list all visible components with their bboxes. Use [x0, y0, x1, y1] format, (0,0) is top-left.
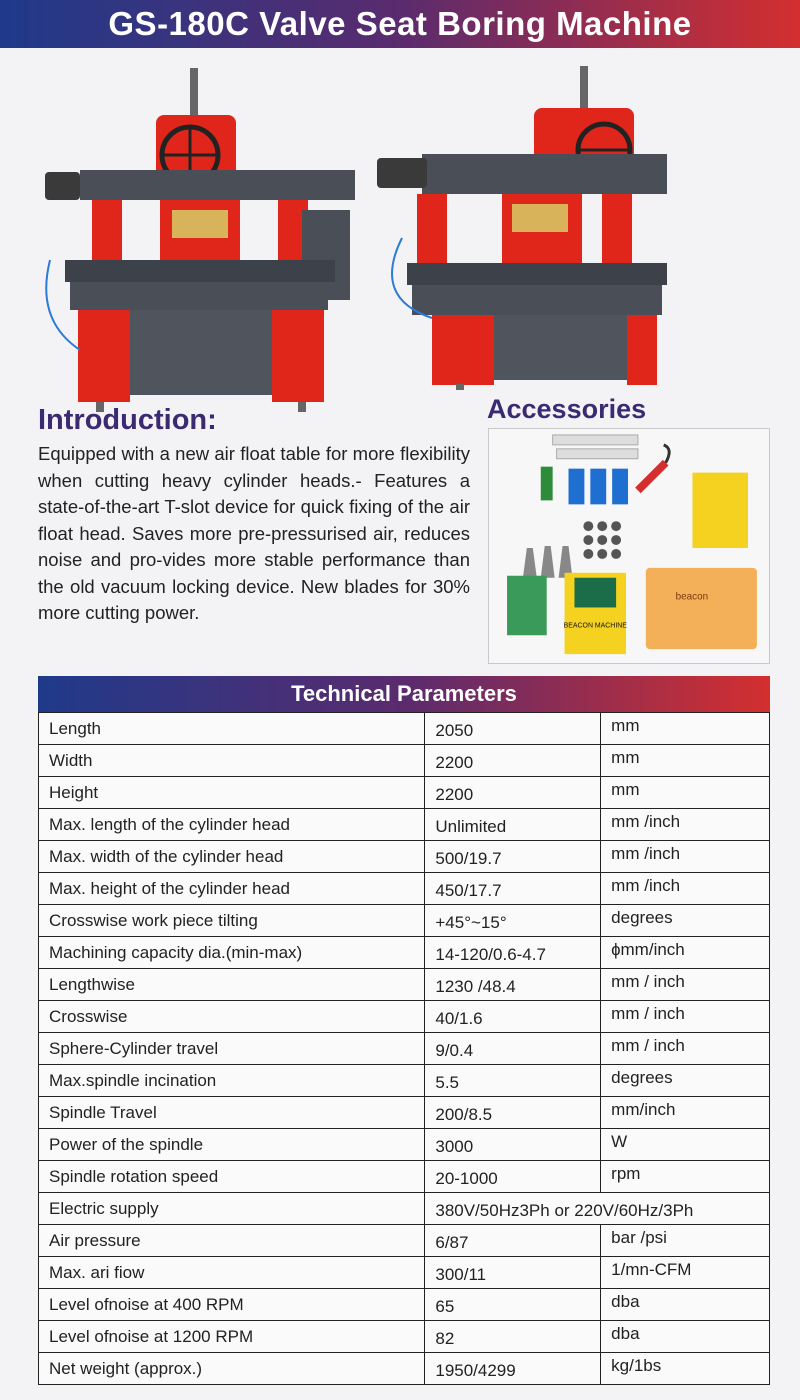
param-unit: mm /inch: [601, 809, 770, 841]
param-value: 2200: [425, 777, 601, 809]
param-value: Unlimited: [425, 809, 601, 841]
param-unit: dba: [601, 1289, 770, 1321]
param-value: 380V/50Hz3Ph or 220V/60Hz/3Ph: [425, 1193, 770, 1225]
machine-front-photo: [40, 60, 360, 412]
param-value: 500/19.7: [425, 841, 601, 873]
param-value: 3000: [425, 1129, 601, 1161]
param-name: Power of the spindle: [39, 1129, 425, 1161]
param-unit: mm /inch: [601, 873, 770, 905]
table-row: [39, 1225, 770, 1257]
param-value: 300/11: [425, 1257, 601, 1289]
param-unit: mm /inch: [601, 841, 770, 873]
param-name: Crosswise: [39, 1001, 425, 1033]
param-name: Height: [39, 777, 425, 809]
param-unit: dba: [601, 1321, 770, 1353]
technical-parameters-header: [38, 676, 770, 712]
param-name: Level ofnoise at 1200 RPM: [39, 1321, 425, 1353]
machine-angle-photo: [372, 58, 672, 390]
param-unit: bar /psi: [601, 1225, 770, 1257]
param-name: Width: [39, 745, 425, 777]
introduction-text: Equipped with a new air float table for more flexibility when cutting heavy cylinder heads.- Features a state-of-the-art T-slot device for quick fixing of the air float head. Saves more pre-pressurised air, reduces noise and pro-vides more stable performance than the old vacuum locking device. New blades for 30% more cutting power.: [38, 443, 470, 623]
param-name: Level ofnoise at 400 RPM: [39, 1289, 425, 1321]
param-unit: mm / inch: [601, 1001, 770, 1033]
param-unit: mm: [601, 745, 770, 777]
table-row: [39, 905, 770, 937]
param-unit: degrees: [601, 1065, 770, 1097]
table-row: [39, 969, 770, 1001]
param-value: 82: [425, 1321, 601, 1353]
param-name: Net weight (approx.): [39, 1353, 425, 1385]
table-row: [39, 873, 770, 905]
param-name: Max. width of the cylinder head: [39, 841, 425, 873]
param-value: 1950/4299: [425, 1353, 601, 1385]
table-row: [39, 745, 770, 777]
param-value: 65: [425, 1289, 601, 1321]
param-value: 2200: [425, 745, 601, 777]
title-banner: [0, 0, 800, 48]
table-row: [39, 1353, 770, 1385]
param-name: Machining capacity dia.(min-max): [39, 937, 425, 969]
accessories-bag-label: beacon: [675, 591, 709, 603]
accessories-heading: Accessories: [487, 394, 647, 424]
param-value: +45°~15°: [425, 905, 601, 937]
technical-parameters-title: Technical Parameters: [291, 681, 517, 706]
param-unit: mm / inch: [601, 1033, 770, 1065]
table-row: [39, 937, 770, 969]
param-name: Air pressure: [39, 1225, 425, 1257]
introduction-heading: Introduction:: [38, 404, 217, 436]
param-unit: kg/1bs: [601, 1353, 770, 1385]
param-unit: mm: [601, 777, 770, 809]
product-photos: [0, 48, 800, 410]
table-row: [39, 1033, 770, 1065]
param-name: Max. height of the cylinder head: [39, 873, 425, 905]
param-unit: degrees: [601, 905, 770, 937]
param-name: Length: [39, 713, 425, 745]
param-value: 1230 /48.4: [425, 969, 601, 1001]
accessories-photo: [488, 428, 770, 664]
table-row: [39, 1321, 770, 1353]
param-value: 2050: [425, 713, 601, 745]
technical-parameters-table: [38, 712, 770, 1385]
param-name: Max. length of the cylinder head: [39, 809, 425, 841]
table-row: [39, 809, 770, 841]
param-value: 20-1000: [425, 1161, 601, 1193]
table-row: [39, 777, 770, 809]
param-value: 450/17.7: [425, 873, 601, 905]
param-name: Sphere-Cylinder travel: [39, 1033, 425, 1065]
param-name: Max.spindle incination: [39, 1065, 425, 1097]
table-row: [39, 1129, 770, 1161]
table-row: [39, 1257, 770, 1289]
table-row: [39, 1065, 770, 1097]
param-value: 40/1.6: [425, 1001, 601, 1033]
table-row: [39, 1161, 770, 1193]
param-unit: W: [601, 1129, 770, 1161]
param-unit: mm/inch: [601, 1097, 770, 1129]
param-unit: mm: [601, 713, 770, 745]
table-row: [39, 1001, 770, 1033]
table-row: [39, 1289, 770, 1321]
table-row: [39, 1097, 770, 1129]
param-value: 200/8.5: [425, 1097, 601, 1129]
accessories-book-label: BEACON MACHINE: [563, 622, 627, 630]
param-name: Electric supply: [39, 1193, 425, 1225]
param-unit: 1/mn-CFM: [601, 1257, 770, 1289]
param-unit: rpm: [601, 1161, 770, 1193]
param-name: Crosswise work piece tilting: [39, 905, 425, 937]
param-name: Spindle Travel: [39, 1097, 425, 1129]
param-name: Spindle rotation speed: [39, 1161, 425, 1193]
table-row: [39, 841, 770, 873]
param-name: Lengthwise: [39, 969, 425, 1001]
table-row: [39, 1193, 770, 1225]
param-value: 6/87: [425, 1225, 601, 1257]
param-name: Max. ari fiow: [39, 1257, 425, 1289]
page-title: GS-180C Valve Seat Boring Machine: [108, 5, 692, 42]
param-value: 14-120/0.6-4.7: [425, 937, 601, 969]
param-value: 5.5: [425, 1065, 601, 1097]
table-row: [39, 713, 770, 745]
param-unit: mm / inch: [601, 969, 770, 1001]
param-unit: ɸmm/inch: [601, 937, 770, 969]
param-value: 9/0.4: [425, 1033, 601, 1065]
